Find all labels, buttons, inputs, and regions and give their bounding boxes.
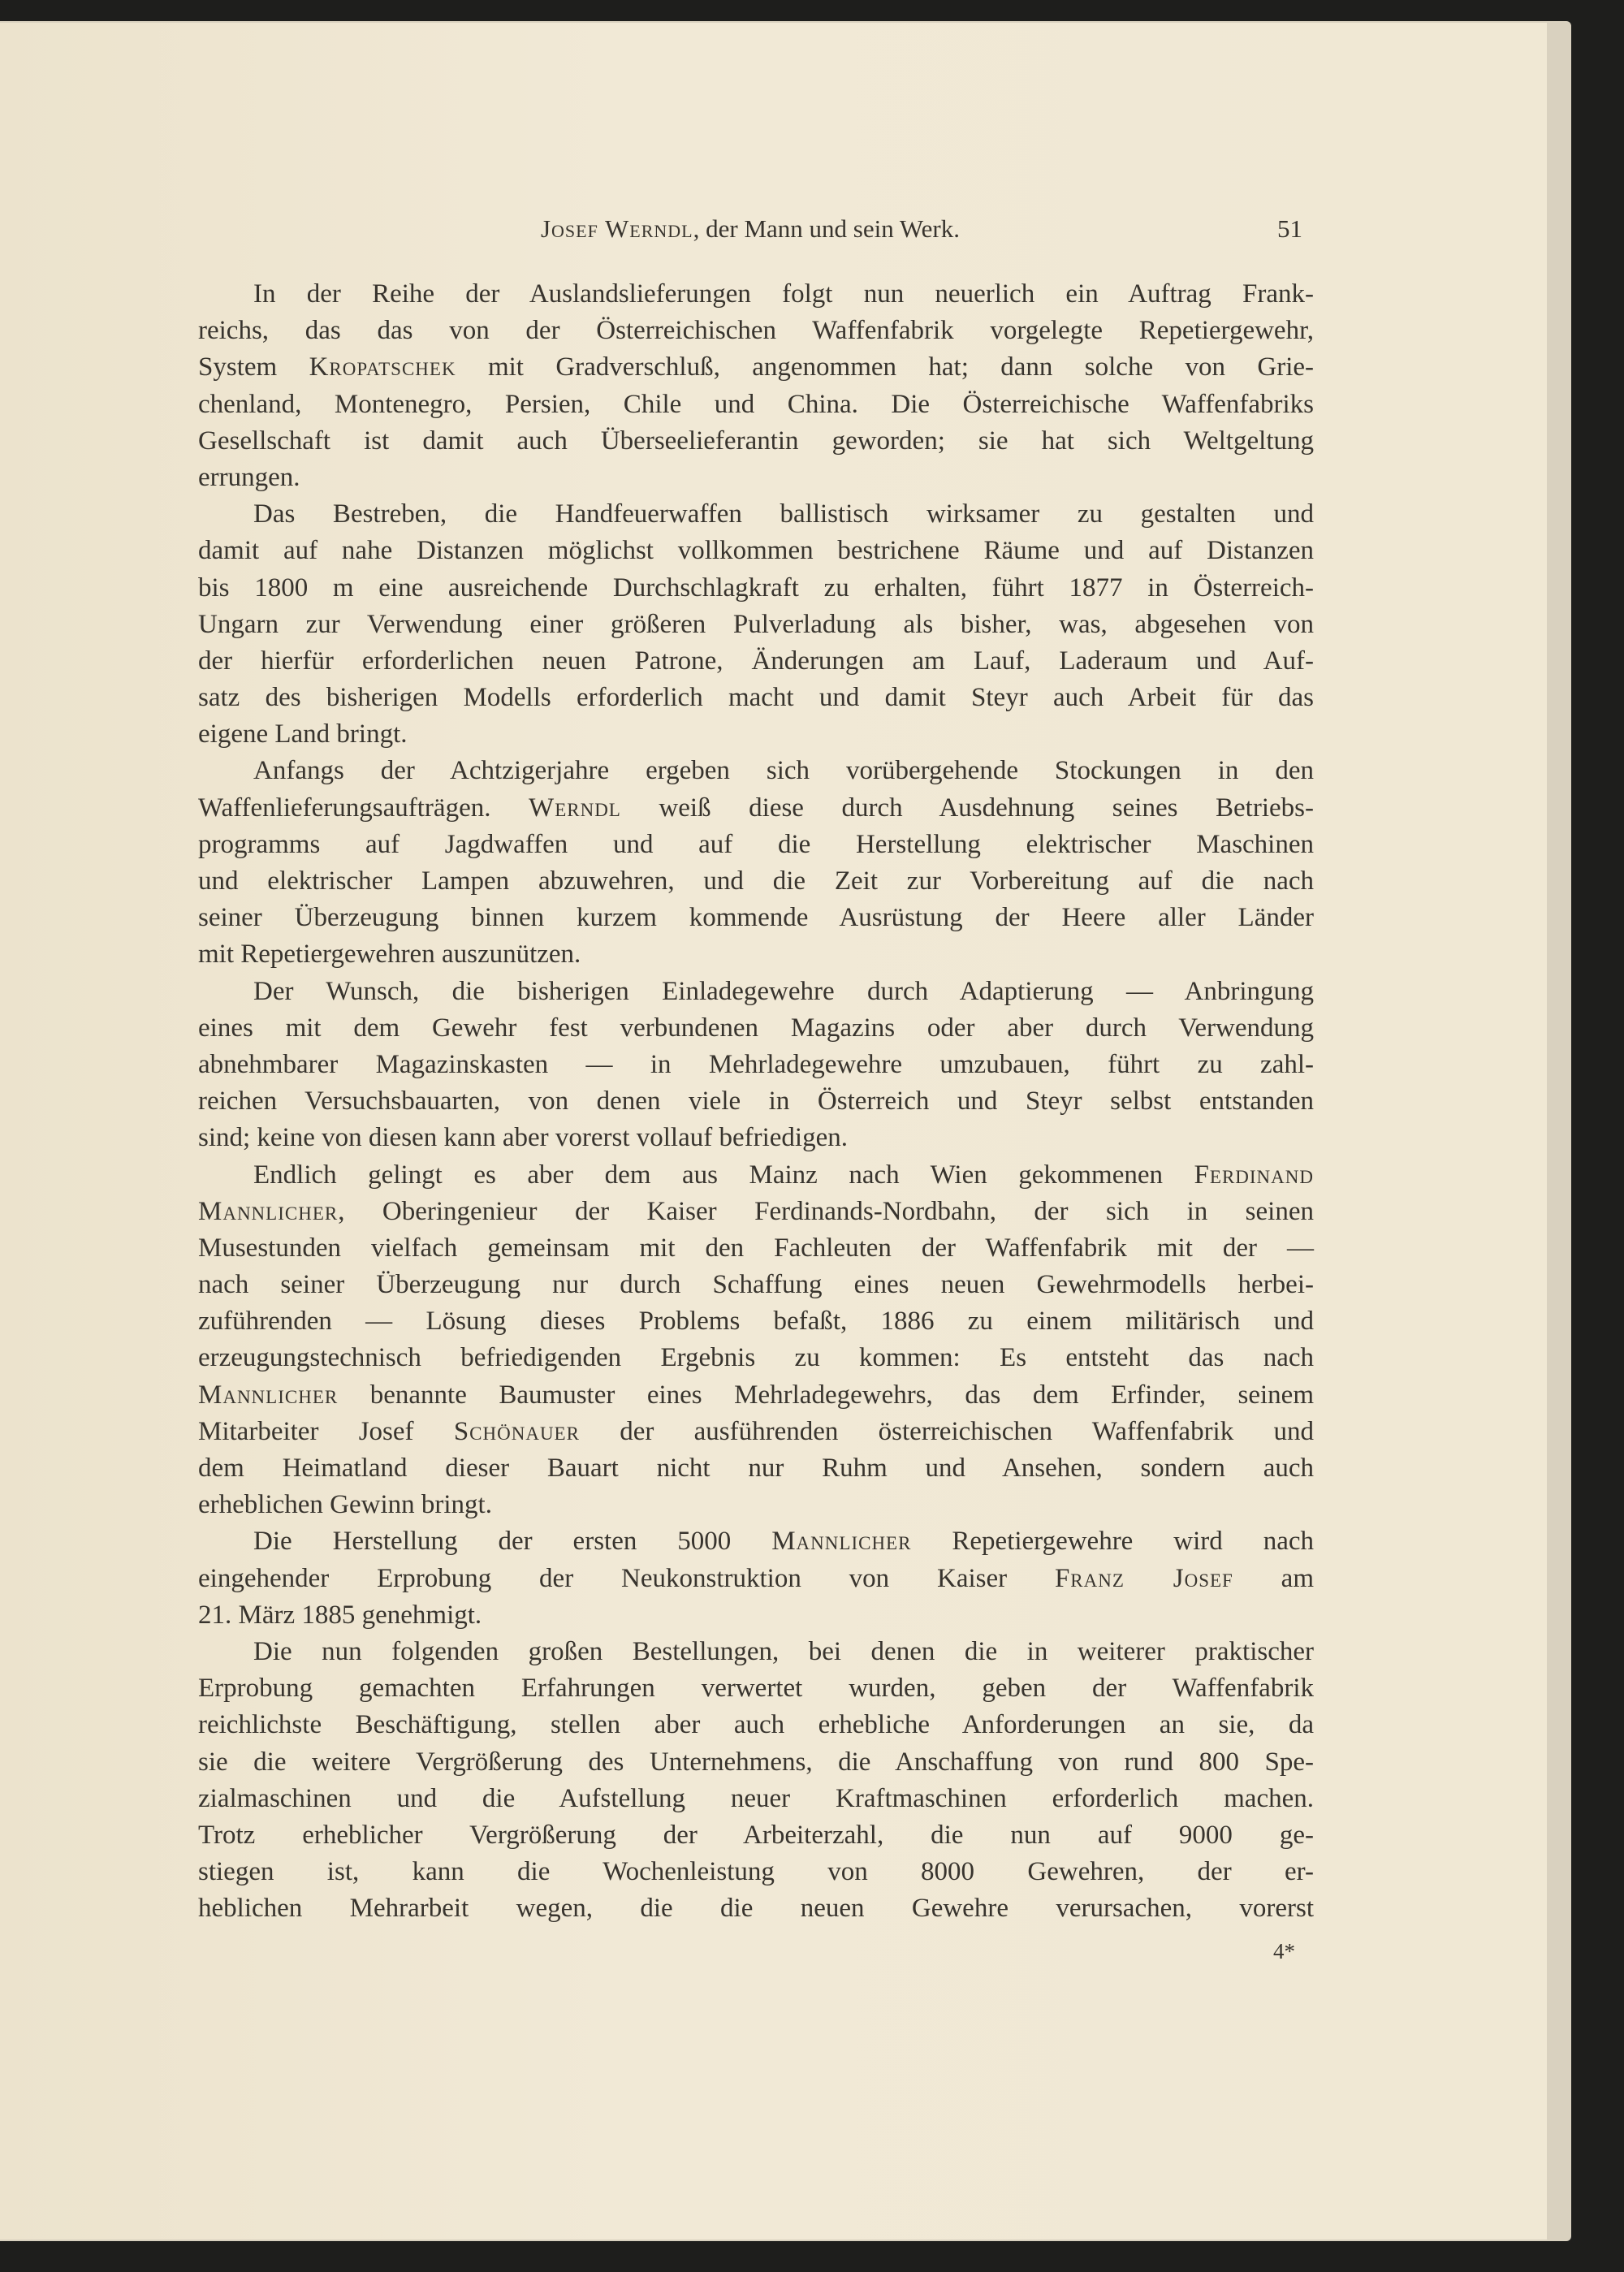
text-line	[198, 313, 1314, 349]
text-line	[198, 974, 1314, 1010]
text-line	[198, 349, 1314, 386]
text-segment: eingehender Erprobung der Neukonstruktion von Kaiser	[198, 1563, 1055, 1593]
running-head	[198, 214, 1302, 247]
text-segment: abnehmbarer Magazinskasten — in Mehrladegewehre umzubauen, führt zu zahl-	[198, 1049, 1314, 1079]
text-line	[198, 496, 1314, 533]
paragraph	[198, 276, 1314, 496]
text-segment: heblichen Mehrarbeit wegen, die die neuen Gewehre verursachen, vorerst	[198, 1894, 1314, 1924]
text-line	[198, 460, 1314, 496]
paragraph	[198, 1157, 1314, 1524]
small-caps-name: Mannlicher	[771, 1527, 912, 1557]
page-number: 51	[1277, 214, 1302, 243]
text-segment: Die Herstellung der ersten 5000	[253, 1527, 772, 1557]
text-line	[198, 1340, 1314, 1376]
text-segment: Das Bestreben, die Handfeuerwaffen ballistisch wirksamer zu gestalten und	[253, 499, 1314, 529]
small-caps-name: Franz Josef	[1054, 1563, 1233, 1593]
text-segment: erzeugungstechnisch befriedigenden Ergebnis zu kommen: Es entsteht das nach	[198, 1343, 1314, 1373]
text-line	[198, 1157, 1314, 1194]
signature-mark: 4*	[1273, 1939, 1295, 1963]
text-line	[198, 1047, 1314, 1083]
small-caps-name: Kropatschek	[309, 352, 456, 382]
text-segment: am	[1233, 1563, 1314, 1593]
text-line	[198, 1120, 1314, 1156]
text-segment: Der Wunsch, die bisherigen Einladegewehre durch Adaptierung — Anbringung	[253, 976, 1314, 1006]
text-segment: zuführenden — Lösung dieses Problems befaßt, 1886 zu einem militärisch und	[198, 1307, 1314, 1337]
text-segment: Ungarn zur Verwendung einer größeren Pulverladung als bisher, was, abgesehen von	[198, 609, 1314, 639]
book-page	[0, 23, 1547, 2240]
text-segment: mit Gradverschluß, angenommen hat; dann solche von Grie-	[456, 352, 1315, 382]
text-line	[198, 276, 1314, 313]
text-segment: Repetiergewehre wird nach	[911, 1527, 1314, 1557]
small-caps-name: Schönauer	[453, 1416, 580, 1446]
text-line	[198, 1744, 1314, 1781]
text-line	[198, 607, 1314, 643]
text-segment: mit Repetiergewehren auszunützen.	[198, 939, 581, 970]
text-segment: Die nun folgenden großen Bestellungen, bei denen die in weiterer praktischer	[253, 1636, 1314, 1666]
text-line	[198, 1083, 1314, 1120]
text-line	[198, 1561, 1314, 1597]
text-segment: zialmaschinen und die Aufstellung neuer Kraftmaschinen erforderlich machen.	[198, 1783, 1314, 1813]
text-segment: nach seiner Überzeugung nur durch Schaffung eines neuen Gewehrmodells herbei-	[198, 1270, 1314, 1300]
text-line	[198, 1597, 1314, 1634]
paragraph	[198, 496, 1314, 753]
text-segment: programms auf Jagdwaffen und auf die Herstellung elektrischer Maschinen	[198, 829, 1314, 859]
text-segment: sie die weitere Vergrößerung des Unternehmens, die Anschaffung von rund 800 Spe-	[198, 1747, 1314, 1777]
text-line	[198, 900, 1314, 936]
paragraph	[198, 1523, 1314, 1634]
text-segment: stiegen ist, kann die Wochenleistung von 8000 Gewehren, der er-	[198, 1857, 1314, 1887]
running-head-author: Josef Werndl	[540, 214, 693, 243]
text-segment: , Oberingenieur der Kaiser Ferdinands-Nordbahn, der sich in seinen	[338, 1196, 1314, 1226]
text-line	[198, 716, 1314, 753]
text-line	[198, 1634, 1314, 1670]
text-segment: und elektrischer Lampen abzuwehren, und die Zeit zur Vorbereitung auf die nach	[198, 866, 1314, 896]
text-line	[198, 790, 1314, 827]
text-line	[198, 570, 1314, 607]
text-segment: weiß diese durch Ausdehnung seines Betriebs-	[620, 793, 1314, 823]
text-segment: reichlichste Beschäftigung, stellen aber auch erhebliche Anforderungen an sie, da	[198, 1710, 1314, 1740]
text-line	[198, 1010, 1314, 1047]
small-caps-name: Ferdinand	[1194, 1160, 1314, 1190]
text-segment: sind; keine von diesen kann aber vorerst vollauf befriedigen.	[198, 1123, 848, 1153]
small-caps-name: Mannlicher	[198, 1196, 339, 1226]
text-line	[198, 680, 1314, 716]
paragraph	[198, 974, 1314, 1157]
text-line	[198, 1523, 1314, 1560]
text-line	[198, 1377, 1314, 1414]
text-segment: dem Heimatland dieser Bauart nicht nur Ruhm und Ansehen, sondern auch	[198, 1453, 1314, 1483]
text-line	[198, 1303, 1314, 1340]
text-segment: der hierfür erforderlichen neuen Patrone, Änderungen am Lauf, Laderaum und Auf-	[198, 646, 1314, 676]
text-line	[198, 827, 1314, 863]
text-line	[198, 1267, 1314, 1303]
text-segment: System	[198, 352, 309, 382]
text-line	[198, 753, 1314, 789]
body-text	[198, 276, 1314, 1927]
text-segment: Musestunden vielfach gemeinsam mit den Fachleuten der Waffenfabrik mit der —	[198, 1233, 1314, 1263]
text-line	[198, 1414, 1314, 1450]
text-segment: Mitarbeiter Josef	[198, 1416, 454, 1446]
text-segment: Waffenlieferungsaufträgen.	[198, 793, 529, 823]
text-segment: eigene Land bringt.	[198, 719, 408, 749]
text-segment: Erprobung gemachten Erfahrungen verwertet wurden, geben der Waffenfabrik	[198, 1674, 1314, 1704]
text-line	[198, 1781, 1314, 1817]
small-caps-name: Mannlicher	[198, 1380, 339, 1410]
text-line	[198, 643, 1314, 680]
text-segment: benannte Baumuster eines Mehrladegewehrs, das dem Erfinder, seinem	[338, 1380, 1314, 1410]
text-segment: damit auf nahe Distanzen möglichst vollkommen bestrichene Räume und auf Distanzen	[198, 536, 1314, 566]
text-segment: 21. März 1885 genehmigt.	[198, 1600, 482, 1630]
paragraph	[198, 1634, 1314, 1928]
text-line	[198, 936, 1314, 973]
text-segment: Trotz erheblicher Vergrößerung der Arbeiterzahl, die nun auf 9000 ge-	[198, 1820, 1314, 1850]
paragraph	[198, 753, 1314, 973]
text-segment: seiner Überzeugung binnen kurzem kommende Ausrüstung der Heere aller Länder	[198, 903, 1314, 933]
text-line	[198, 1670, 1314, 1707]
text-line	[198, 1707, 1314, 1743]
text-line	[198, 1230, 1314, 1267]
text-segment: eines mit dem Gewehr fest verbundenen Magazins oder aber durch Verwendung	[198, 1013, 1314, 1043]
text-segment: chenland, Montenegro, Persien, Chile und China. Die Österreichische Waffenfabriks	[198, 389, 1314, 419]
text-segment: reichs, das das von der Österreichischen Waffenfabrik vorgelegte Repetiergewehr,	[198, 316, 1314, 346]
text-line	[198, 1194, 1314, 1230]
text-segment: erheblichen Gewinn bringt.	[198, 1490, 492, 1520]
text-segment: Gesellschaft ist damit auch Überseelieferantin geworden; sie hat sich Weltgeltung	[198, 425, 1314, 456]
text-line	[198, 387, 1314, 423]
text-segment: der ausführenden österreichischen Waffenfabrik und	[579, 1416, 1314, 1446]
text-line	[198, 863, 1314, 900]
text-segment: Endlich gelingt es aber dem aus Mainz nach Wien gekommenen	[253, 1160, 1194, 1190]
text-segment: reichen Versuchsbauarten, von denen viele in Österreich und Steyr selbst entstanden	[198, 1086, 1314, 1117]
text-segment: satz des bisherigen Modells erforderlich macht und damit Steyr auch Arbeit für das	[198, 683, 1314, 713]
text-line	[198, 533, 1314, 569]
text-line	[198, 1817, 1314, 1854]
text-line	[198, 1487, 1314, 1523]
text-segment: errungen.	[198, 462, 300, 492]
running-head-title	[198, 214, 1302, 244]
running-head-rest: , der Mann und sein Werk.	[693, 214, 961, 243]
text-segment: bis 1800 m eine ausreichende Durchschlagkraft zu erhalten, führt 1877 in Österreich-	[198, 572, 1314, 603]
text-line	[198, 1890, 1314, 1927]
text-segment: Anfangs der Achtzigerjahre ergeben sich vorübergehende Stockungen in den	[253, 756, 1314, 786]
text-line	[198, 1854, 1314, 1890]
small-caps-name: Werndl	[529, 793, 621, 823]
text-line	[198, 423, 1314, 460]
text-segment: In der Reihe der Auslandslieferungen folgt nun neuerlich ein Auftrag Frank-	[253, 279, 1314, 309]
text-line	[198, 1450, 1314, 1487]
